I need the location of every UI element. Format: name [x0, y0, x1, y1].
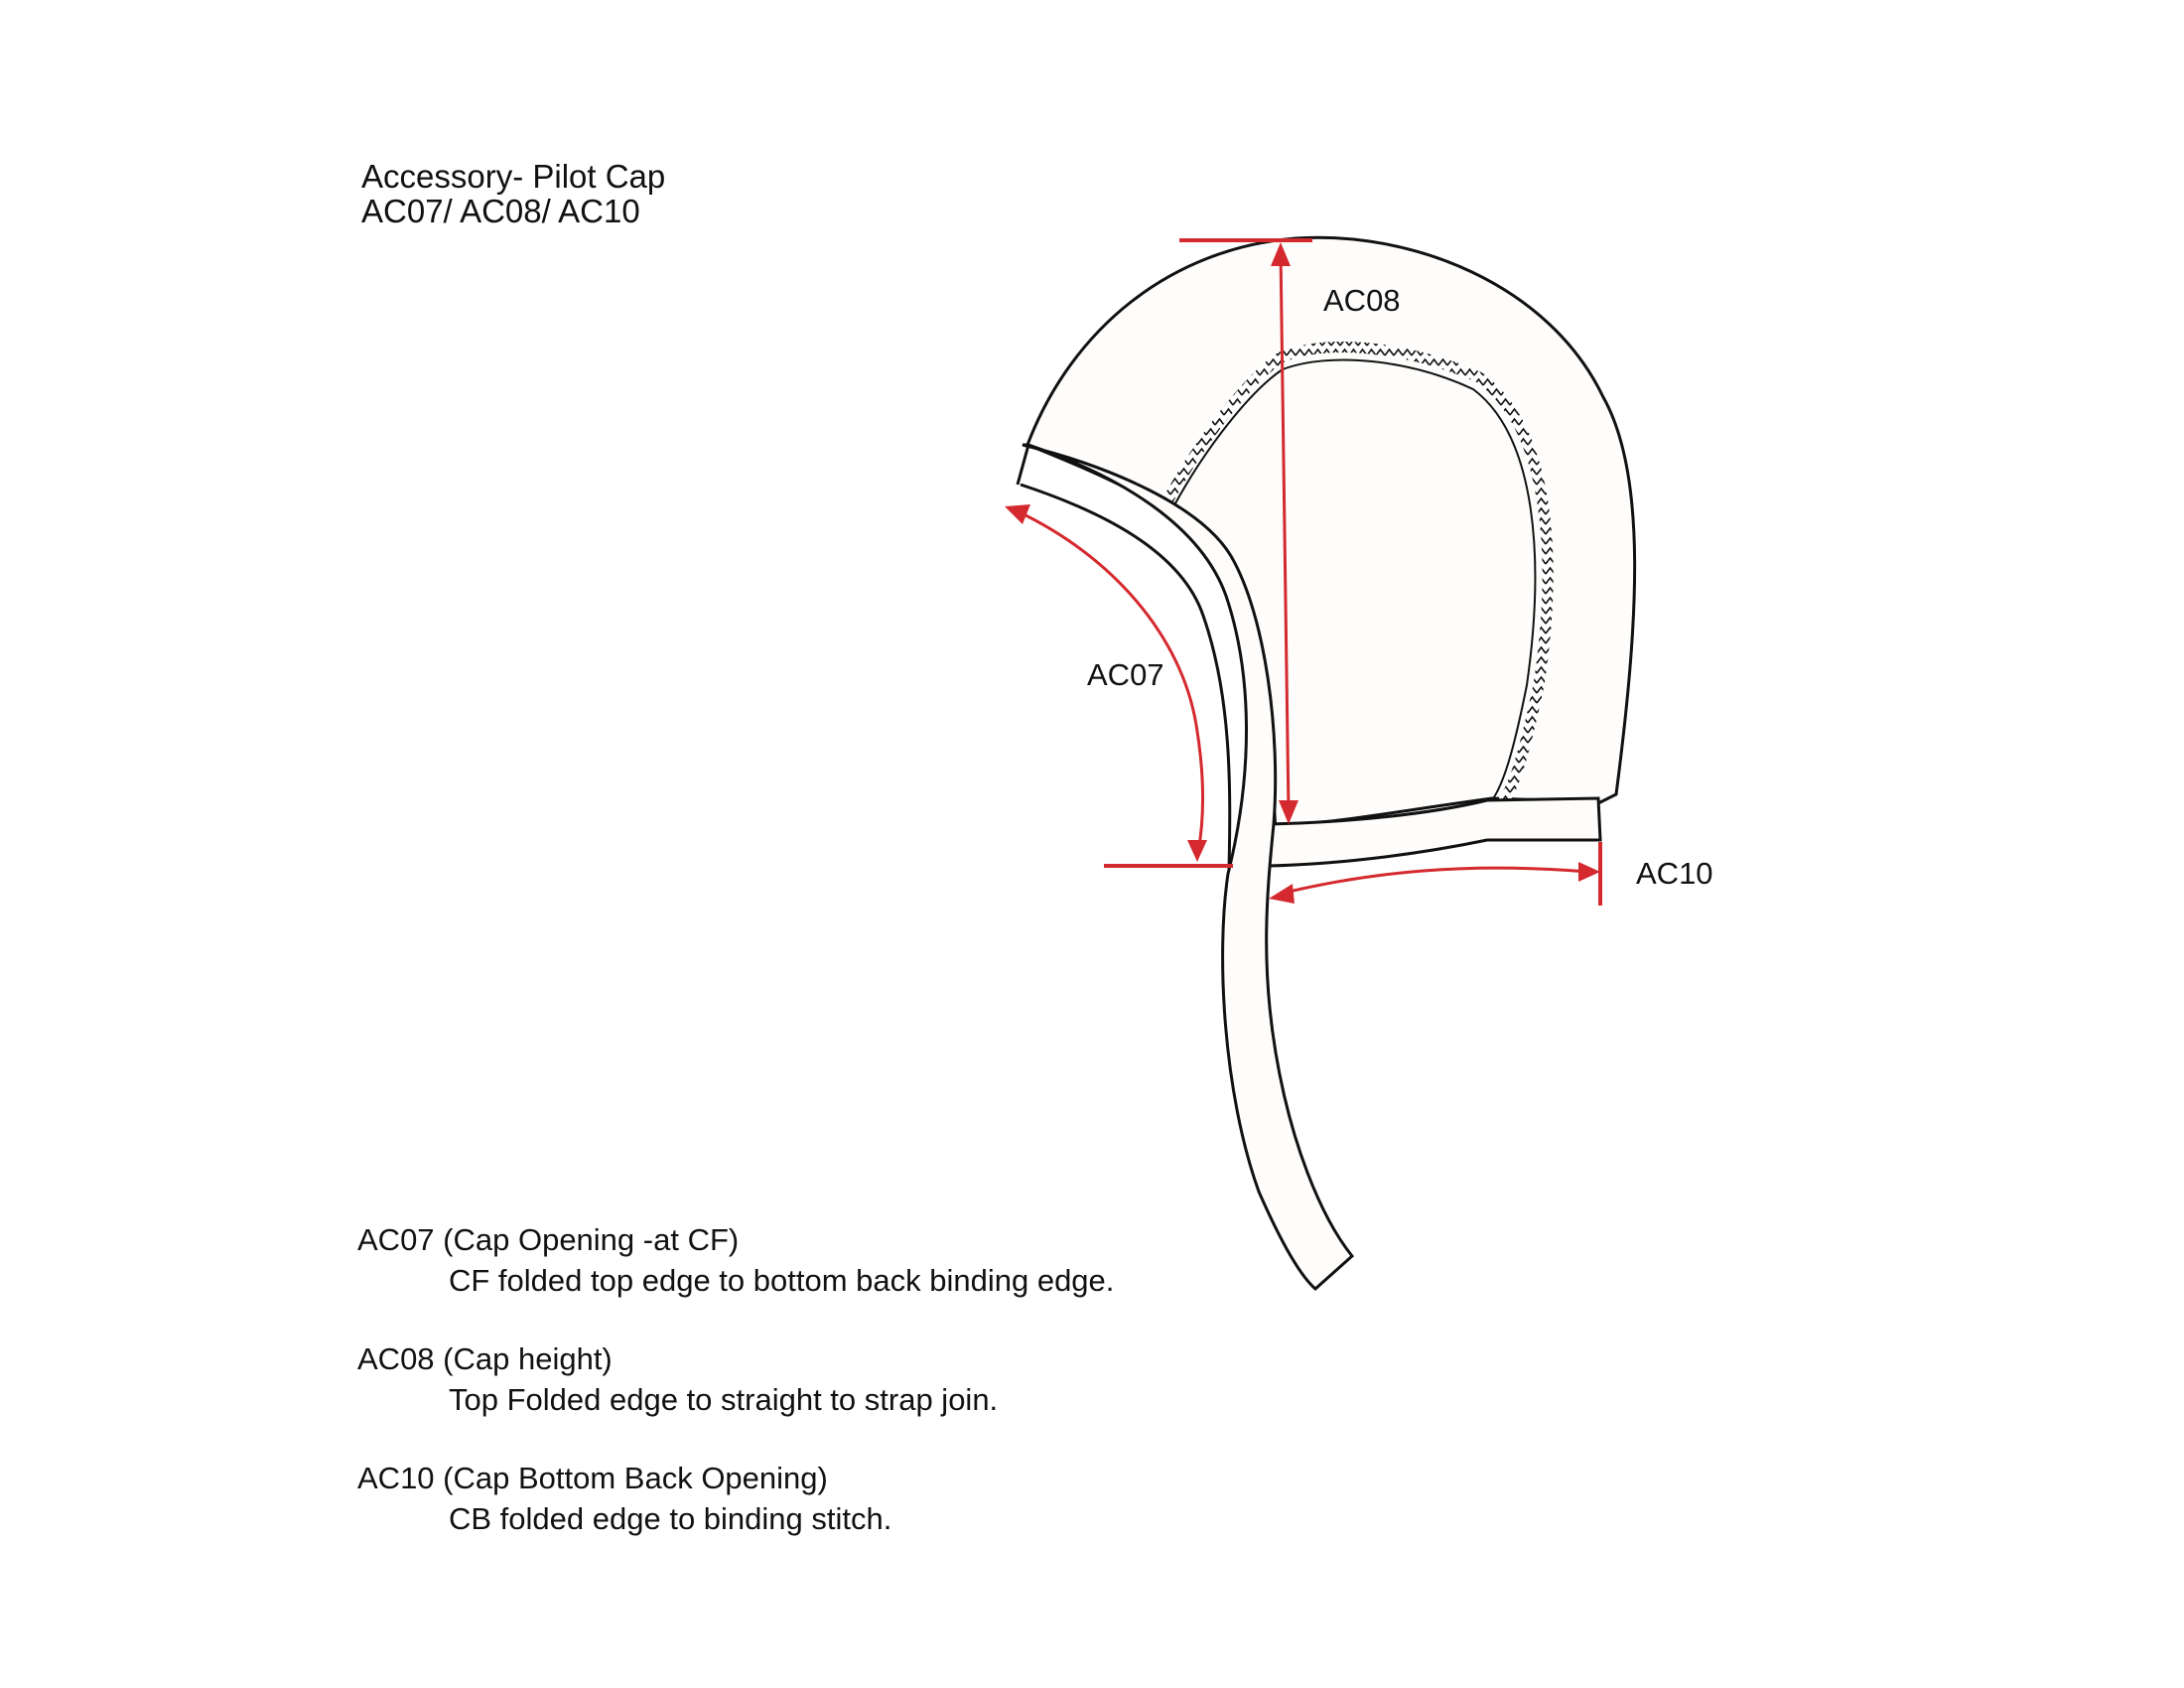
note-description: CB folded edge to binding stitch. [449, 1501, 892, 1536]
note-description: CF folded top edge to bottom back binding edge. [449, 1263, 1115, 1298]
ac07-arrow-bottom [1187, 840, 1207, 862]
page-title: Accessory- Pilot Cap [361, 158, 666, 195]
note-heading: AC10 (Cap Bottom Back Opening) [357, 1461, 828, 1495]
measurement-codes: AC07/ AC08/ AC10 [361, 193, 640, 229]
ac10-label: AC10 [1636, 856, 1713, 891]
note-heading: AC07 (Cap Opening -at CF) [357, 1222, 740, 1257]
binding-top-edge [1018, 445, 1028, 485]
note-description: Top Folded edge to straight to strap join. [449, 1382, 999, 1417]
note-ac07 [357, 1219, 1114, 1301]
note-ac10 [357, 1458, 1114, 1539]
ac10-arrow-left [1269, 884, 1295, 904]
measurement-notes [357, 1219, 1114, 1577]
note-heading: AC08 (Cap height) [357, 1341, 613, 1376]
note-ac08 [357, 1338, 1114, 1420]
ac10-arc [1281, 868, 1588, 894]
ac08-label: AC08 [1323, 283, 1401, 318]
ac07-label: AC07 [1087, 657, 1164, 692]
ac10-arrow-right [1578, 862, 1600, 882]
